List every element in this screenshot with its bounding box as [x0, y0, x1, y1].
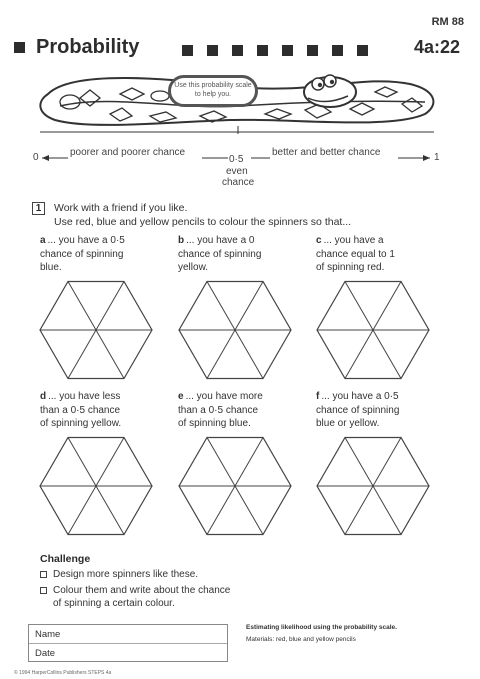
question-number: 1	[32, 202, 45, 215]
snake-head-icon	[304, 75, 356, 107]
title-bar	[12, 36, 468, 60]
checkbox-icon[interactable]	[40, 587, 47, 594]
spinner-a[interactable]	[38, 272, 154, 388]
task-d: d ... you have less than a 0·5 chance of spinning yellow.	[40, 391, 122, 429]
name-label: Name	[35, 629, 61, 640]
spinner-e[interactable]	[177, 428, 293, 544]
scale-zero: 0	[33, 152, 39, 163]
instruction-line-2: Use red, blue and yellow pencils to colour the spinners so that...	[54, 216, 352, 228]
challenge-item-1: Design more spinners like these.	[40, 568, 198, 581]
task-a: a ... you have a 0·5 chance of spinning blue.	[40, 235, 125, 273]
title-bullet-icon	[14, 42, 25, 53]
checkbox-icon[interactable]	[40, 571, 47, 578]
even-label: even	[226, 166, 248, 177]
instruction-line-1: Work with a friend if you like.	[54, 202, 188, 214]
task-f: f ... you have a 0·5 chance of spinning blue or yellow.	[316, 391, 400, 429]
speech-bubble: Use this probability scale to help you.	[168, 75, 258, 107]
spinner-d[interactable]	[38, 428, 154, 544]
spinner-c[interactable]	[315, 272, 431, 388]
challenge-item-2-cont: of spinning a certain colour.	[53, 598, 175, 609]
page-title: Probability	[36, 36, 140, 58]
poorer-chance-label: poorer and poorer chance	[70, 147, 186, 158]
chance-label: chance	[222, 177, 255, 188]
task-e: e ... you have more than a 0·5 chance of spinning blue.	[178, 391, 263, 429]
resource-code: RM 88	[431, 16, 464, 28]
unit-code: 4a:22	[413, 37, 460, 57]
decorative-squares	[182, 42, 382, 60]
spinner-f[interactable]	[315, 428, 431, 544]
better-chance-label: better and better chance	[272, 147, 381, 158]
copyright: © 1994 HarperCollins Publishers STEPS 4a	[14, 670, 112, 676]
date-label: Date	[35, 648, 56, 659]
task-b: b ... you have a 0 chance of spinning yellow.	[178, 235, 262, 273]
name-date-box	[28, 624, 228, 662]
task-c: c ... you have a chance equal to 1 of spinning red.	[316, 235, 395, 273]
materials-text: Materials: red, blue and yellow pencils	[246, 636, 356, 643]
challenge-item-2: Colour them and write about the chance	[40, 584, 230, 597]
spinner-b[interactable]	[177, 272, 293, 388]
even-chance-value: 0·5	[229, 154, 244, 165]
challenge-title: Challenge	[40, 553, 91, 565]
scale-one: 1	[434, 152, 440, 163]
objective-text: Estimating likelihood using the probability scale.	[246, 624, 397, 631]
